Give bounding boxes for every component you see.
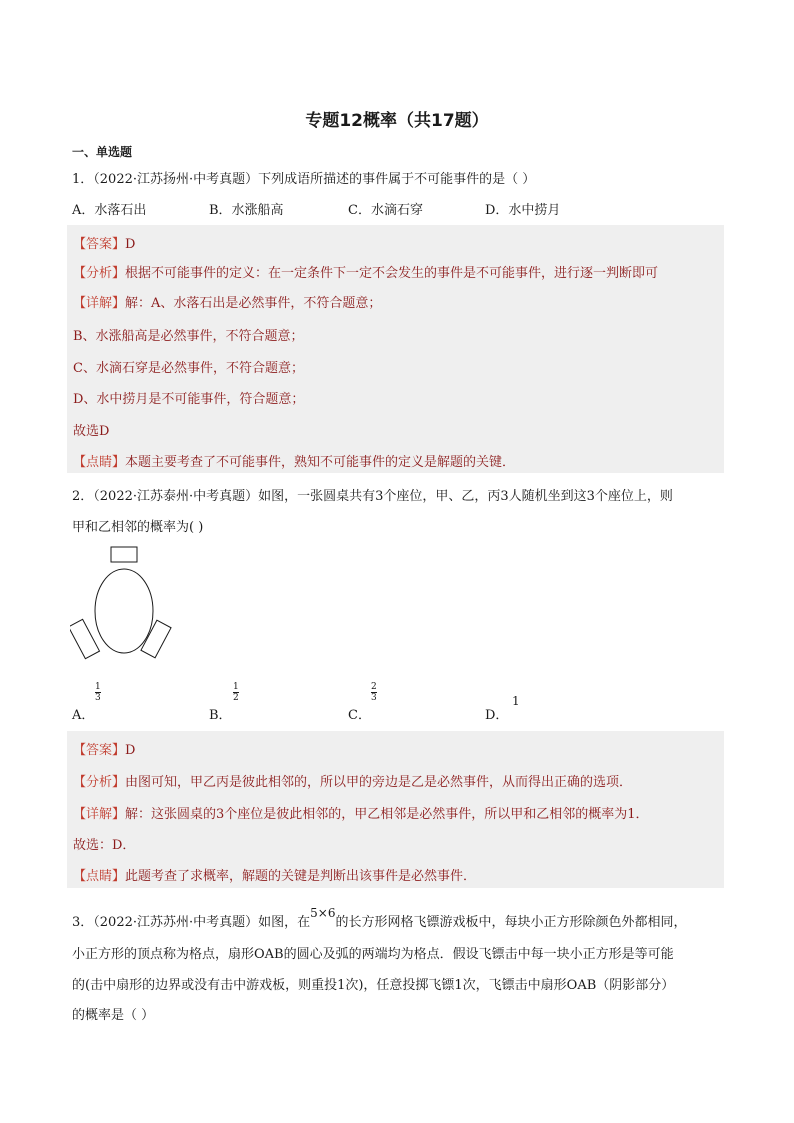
q3-stem-line3: 的(击中扇形的边界或没有击中游戏板，则重投1次)，任意投掷飞镖1次，飞镖击中扇形OAB（阴影部分） [72, 978, 675, 993]
seat-top [111, 547, 137, 562]
q1-solution-box [67, 225, 724, 473]
q3-stem-line4: 的概率是（ ） [72, 1008, 155, 1023]
q1-comment: 【点睛】本题主要考查了不可能事件，熟知不可能事件的定义是解题的关键． [73, 455, 516, 470]
q1-detail-b: B、水涨船高是必然事件，不符合题意； [73, 329, 304, 344]
q2-options [72, 682, 672, 722]
q2-frac-c: $\frac{2}{3}$ [371, 682, 377, 703]
q1-answer: 【答案】D [73, 237, 136, 252]
q2-detail: 【详解】解：这张圆桌的3个座位是彼此相邻的，甲乙相邻是必然事件，所以甲和乙相邻的概率为1． [73, 807, 649, 822]
seat-left [70, 619, 100, 658]
q1-option-c[interactable]: C．水滴石穿 [348, 203, 423, 218]
q2-answer: 【答案】D [73, 743, 136, 758]
q2-analysis: 【分析】由图可知，甲乙丙是彼此相邻的，所以甲的旁边是乙是必然事件，从而得出正确的选项． [73, 775, 633, 790]
grid-size: 5×6 [310, 906, 336, 920]
q2-option-d-value: 1 [512, 694, 520, 708]
q1-detail-c: C、水滴石穿是必然事件，不符合题意； [73, 361, 304, 376]
q2-comment: 【点睛】此题考查了求概率，解题的关键是判断出该事件是必然事件． [73, 869, 477, 884]
q2-conclusion: 故选：D． [73, 838, 136, 853]
q1-conclusion: 故选D [73, 424, 110, 439]
q1-detail-d: D、水中捞月是不可能事件，符合题意； [73, 392, 305, 407]
q2-stem-line1: 2．（2022·江苏泰州·中考真题）如图，一张圆桌共有3个座位，甲、乙，丙3人随机坐到这3个座位上，则 [72, 489, 673, 504]
q3-stem-line1: 3．（2022·江苏苏州·中考真题）如图，在5×6的长方形网格飞镖游戏板中，每块小正方形除颜色外都相同， [72, 906, 687, 930]
q1-analysis: 【分析】根据不可能事件的定义：在一定条件下一定不会发生的事件是不可能事件，进行逐一判断即可 [73, 266, 659, 281]
q2-frac-b: $\frac{1}{2}$ [233, 682, 239, 703]
q1-stem: 1．（2022·江苏扬州·中考真题）下列成语所描述的事件属于不可能事件的是（ ） [72, 172, 536, 187]
q1-detail: 【详解】解：A、水落石出是必然事件，不符合题意； [73, 296, 382, 311]
round-table-figure [70, 544, 180, 666]
table-ellipse [95, 569, 153, 653]
q1-option-d[interactable]: D．水中捞月 [485, 203, 561, 218]
q2-option-c[interactable]: C． [348, 708, 371, 723]
page-title: 专题12概率（共17题） [305, 111, 489, 131]
q2-solution-box [67, 731, 724, 888]
q1-option-a[interactable]: A．水落石出 [72, 203, 147, 218]
q2-frac-a: $\frac{1}{3}$ [95, 682, 101, 703]
q2-option-a[interactable]: A． [72, 708, 95, 723]
q2-stem-line2: 甲和乙相邻的概率为( ) [72, 520, 204, 535]
q2-option-d[interactable]: D． [485, 708, 509, 723]
q2-option-b[interactable]: B． [209, 708, 232, 723]
q1-option-b[interactable]: B．水涨船高 [209, 203, 284, 218]
section-heading: 一、单选题 [72, 145, 133, 159]
q3-stem-line2: 小正方形的顶点称为格点，扇形OAB的圆心及弧的两端均为格点．假设飞镖击中每一块小正方形是等可能 [72, 947, 674, 962]
